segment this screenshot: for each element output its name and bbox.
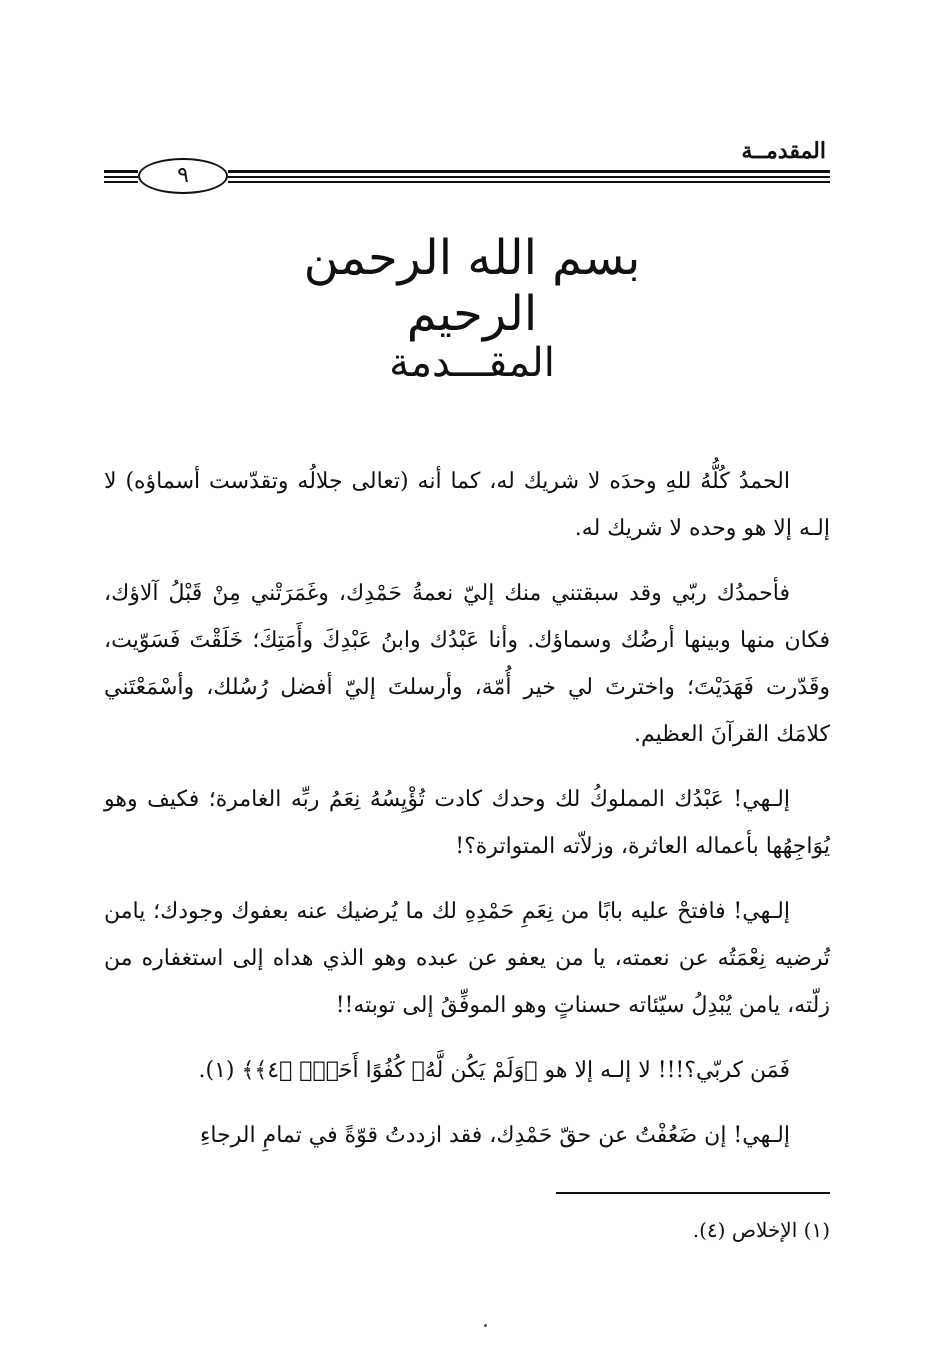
scan-speck <box>484 1324 487 1327</box>
paragraph: فأحمدُك ربّي وقد سبقتني منك إليّ نعمةُ حَمْدِك، وغَمَرَتْني مِنْ قَبْلُ آلاؤك، فكان منها وبينها أرضُك وسماؤك. وأنا عَبْدُك وابنُ عَبْدِكَ وأَمَتِكَ؛ خَلَقْتَ فَسَوّيت، وقَدّرت فَهَدَيْتَ؛ واخترتَ لي خير أُمّة، وأرسلتَ إليّ أفضل رُسُلك، وأسْمَعْتَني كلامَك القرآنَ العظيم. <box>104 581 830 747</box>
paragraph: إلـهي! عَبْدُك المملوكُ لك وحدك كادت تُؤْيِسُهُ نِعَمُ ربِّه الغامرة؛ فكيف وهو يُوَاجِهُها بأعماله العاثرة، وزلاّته المتواترة؟! <box>104 787 830 859</box>
basmala-calligraphy: بسم الله الرحمن الرحيم <box>303 230 641 342</box>
footnote: (١) الإخلاص (٤). <box>692 1218 830 1242</box>
paragraph: إلـهي! فافتحْ عليه بابًا من نِعَمِ حَمْدِهِ لك ما يُرضيك عنه بعفوك وجودك؛ يامن تُرضيه نِعْمَتُه عن نعمته، يا من يعفو عن عبده وهو الذي هداه إلى استغفاره من زلّته، يامن يُبْدِلُ سيّئاته حسناتٍ وهو الموفِّقُ إلى توبته!! <box>104 899 830 1018</box>
body-text <box>104 458 830 1177</box>
page-number: ٩ <box>138 158 228 194</box>
running-header-title: المقدمــة <box>741 138 826 164</box>
header-rule-left <box>104 170 138 183</box>
footnote-divider <box>556 1192 830 1194</box>
paragraph: إلـهي! إن ضَعُفْتُ عن حقّ حَمْدِك، فقد ازددتُ قوّةً في تمامِ الرجاءِ <box>200 1123 790 1148</box>
header-rule <box>228 170 830 183</box>
section-title: المقـــدمة <box>389 340 555 386</box>
paragraph: فَمَن كربّي؟!!! لا إلـه إلا هو ﴿وَلَمْ يَكُن لَّهُۥ كُفُوًا أَحَدٌۢ ﴿٤﴾﴾ (١). <box>198 1058 790 1083</box>
paragraph: الحمدُ كُلُّهُ للهِ وحدَه لا شريك له، كما أنه (تعالى جلالُه وتقدّست أسماؤه) لا إلـه إلا هو وحده لا شريك له. <box>104 469 830 541</box>
